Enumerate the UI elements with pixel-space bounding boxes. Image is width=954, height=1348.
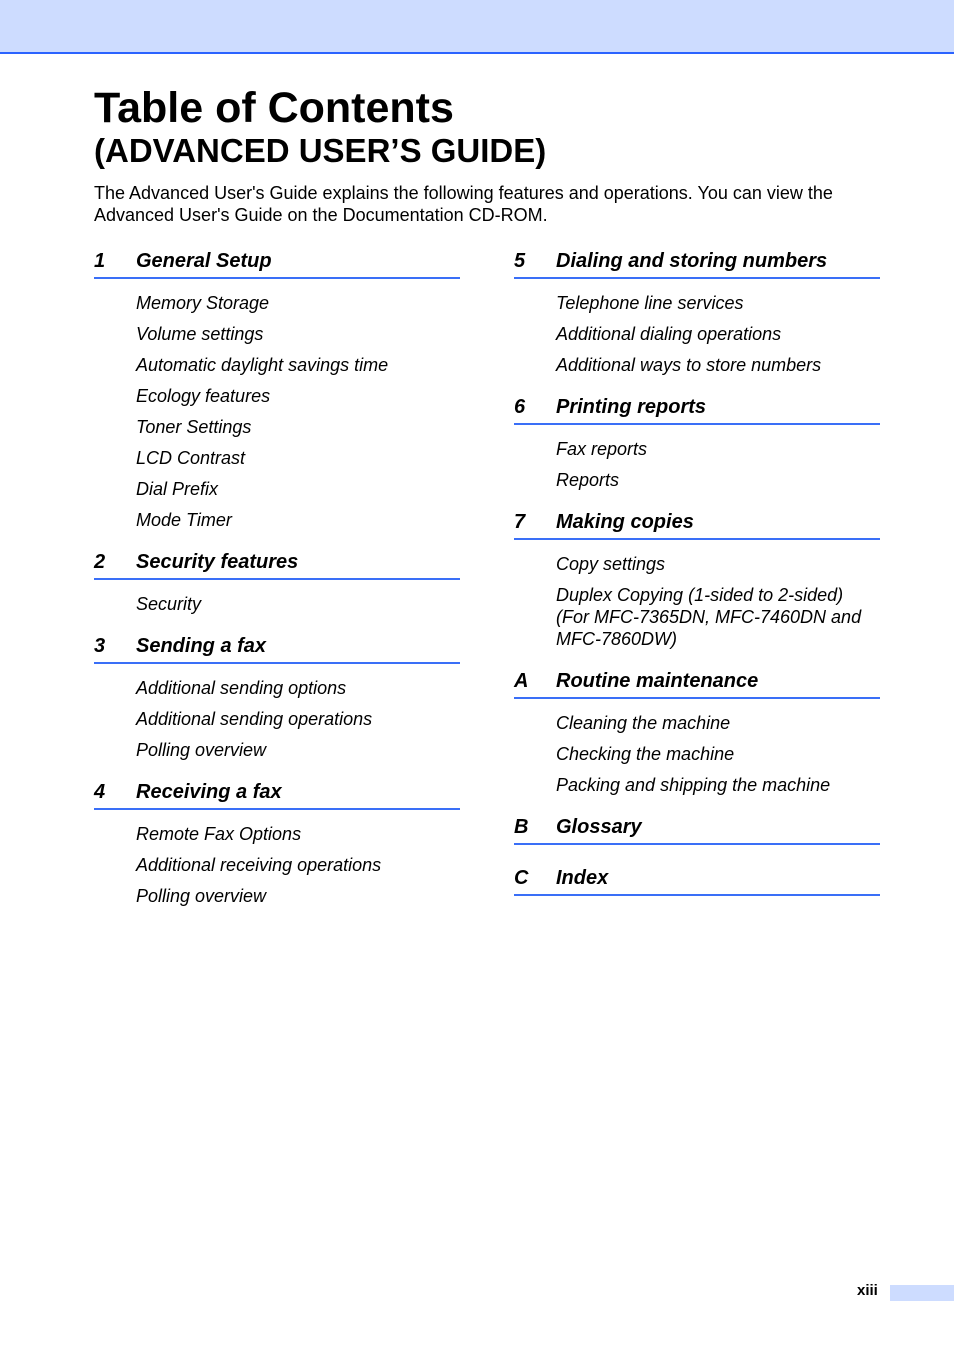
toc-right-column — [514, 248, 880, 916]
toc-section-heading[interactable] — [94, 779, 460, 810]
toc-section — [514, 668, 880, 800]
toc-item[interactable]: Polling overview — [136, 886, 267, 906]
toc-section — [514, 509, 880, 654]
toc-item[interactable]: Ecology features — [136, 386, 271, 406]
toc-item-list — [514, 548, 880, 654]
toc-item[interactable]: Packing and shipping the machine — [556, 775, 831, 795]
toc-item-list — [94, 287, 460, 535]
toc-item[interactable]: Additional ways to store numbers — [556, 355, 822, 375]
toc-section-title: General Setup — [136, 250, 272, 272]
toc-item[interactable]: Additional sending operations — [136, 709, 373, 729]
toc-section-number: A — [514, 670, 529, 692]
toc-section — [94, 779, 460, 911]
toc-section-title: Routine maintenance — [556, 670, 759, 692]
toc-section-heading[interactable] — [94, 248, 460, 279]
toc-item-list — [94, 588, 460, 619]
toc-item[interactable]: Memory Storage — [136, 293, 270, 313]
toc-item[interactable]: Automatic daylight savings time — [136, 355, 389, 375]
toc-item[interactable]: Polling overview — [136, 740, 267, 760]
toc-item[interactable]: LCD Contrast — [136, 448, 246, 468]
toc-section-heading[interactable] — [514, 394, 880, 425]
toc-section-title: Sending a fax — [136, 635, 267, 657]
toc-item[interactable]: Dial Prefix — [136, 479, 219, 499]
toc-section-number: 6 — [514, 396, 526, 418]
toc-section — [94, 549, 460, 619]
toc-section-heading[interactable] — [514, 865, 880, 896]
toc-item[interactable]: Copy settings — [556, 554, 666, 574]
toc-section-number: 5 — [514, 250, 526, 272]
toc-section — [94, 633, 460, 765]
toc-item[interactable]: Fax reports — [556, 439, 648, 459]
toc-section-title: Making copies — [556, 511, 694, 533]
toc-item[interactable]: Mode Timer — [136, 510, 232, 530]
toc-section-title: Security features — [136, 551, 299, 573]
toc-item[interactable]: Duplex Copying (1-sided to 2-sided) (For MFC-7365DN, MFC-7460DN and MFC-7860DW) — [556, 585, 862, 649]
toc-section-number: C — [514, 867, 529, 889]
toc-item[interactable]: Telephone line services — [556, 293, 744, 313]
page-number: xiii — [857, 1282, 878, 1299]
toc-section-title: Printing reports — [556, 396, 707, 418]
toc-section-title: Index — [556, 867, 609, 889]
toc-section — [514, 248, 880, 380]
toc-item[interactable]: Checking the machine — [556, 744, 735, 764]
toc-section-heading[interactable] — [94, 633, 460, 664]
toc-item-list — [514, 707, 880, 800]
toc-section-title: Dialing and storing numbers — [556, 250, 828, 272]
toc-section-title: Glossary — [556, 816, 642, 838]
toc-section-heading[interactable] — [514, 668, 880, 699]
page-number-tab — [890, 1285, 954, 1301]
toc-left-column — [94, 248, 460, 925]
toc-item[interactable]: Volume settings — [136, 324, 264, 344]
toc-item[interactable]: Remote Fax Options — [136, 824, 302, 844]
toc-item-list — [514, 433, 880, 495]
intro-paragraph: The Advanced User's Guide explains the following features and operations. You can view the Advanced User's Guide on the Documentation CD-ROM. — [94, 183, 833, 225]
toc-item[interactable]: Additional sending options — [136, 678, 347, 698]
header-band — [0, 0, 954, 54]
toc-section-number: 1 — [94, 250, 106, 272]
toc-section-number: 7 — [514, 511, 526, 533]
toc-section — [94, 248, 460, 535]
page-subtitle: (ADVANCED USER’S GUIDE) — [94, 132, 547, 169]
toc-section-number: 3 — [94, 635, 106, 657]
toc-section-heading[interactable] — [514, 814, 880, 845]
toc-section-heading[interactable] — [514, 509, 880, 540]
toc-section-number: 4 — [94, 781, 106, 803]
toc-section — [514, 865, 880, 896]
toc-item[interactable]: Additional dialing operations — [556, 324, 782, 344]
toc-item[interactable]: Security — [136, 594, 202, 614]
toc-section-title: Receiving a fax — [136, 781, 282, 803]
toc-section — [514, 394, 880, 495]
toc-item-list — [514, 287, 880, 380]
toc-section-number: B — [514, 816, 529, 838]
toc-item-list — [94, 818, 460, 911]
toc-item[interactable]: Additional receiving operations — [136, 855, 382, 875]
toc-item-list — [94, 672, 460, 765]
toc-section-number: 2 — [94, 551, 106, 573]
toc-section — [514, 814, 880, 845]
toc-item[interactable]: Toner Settings — [136, 417, 252, 437]
toc-section-heading[interactable] — [514, 248, 880, 279]
toc-section-heading[interactable] — [94, 549, 460, 580]
toc-item[interactable]: Reports — [556, 470, 620, 490]
toc-item[interactable]: Cleaning the machine — [556, 713, 731, 733]
page-title: Table of Contents — [94, 84, 454, 132]
